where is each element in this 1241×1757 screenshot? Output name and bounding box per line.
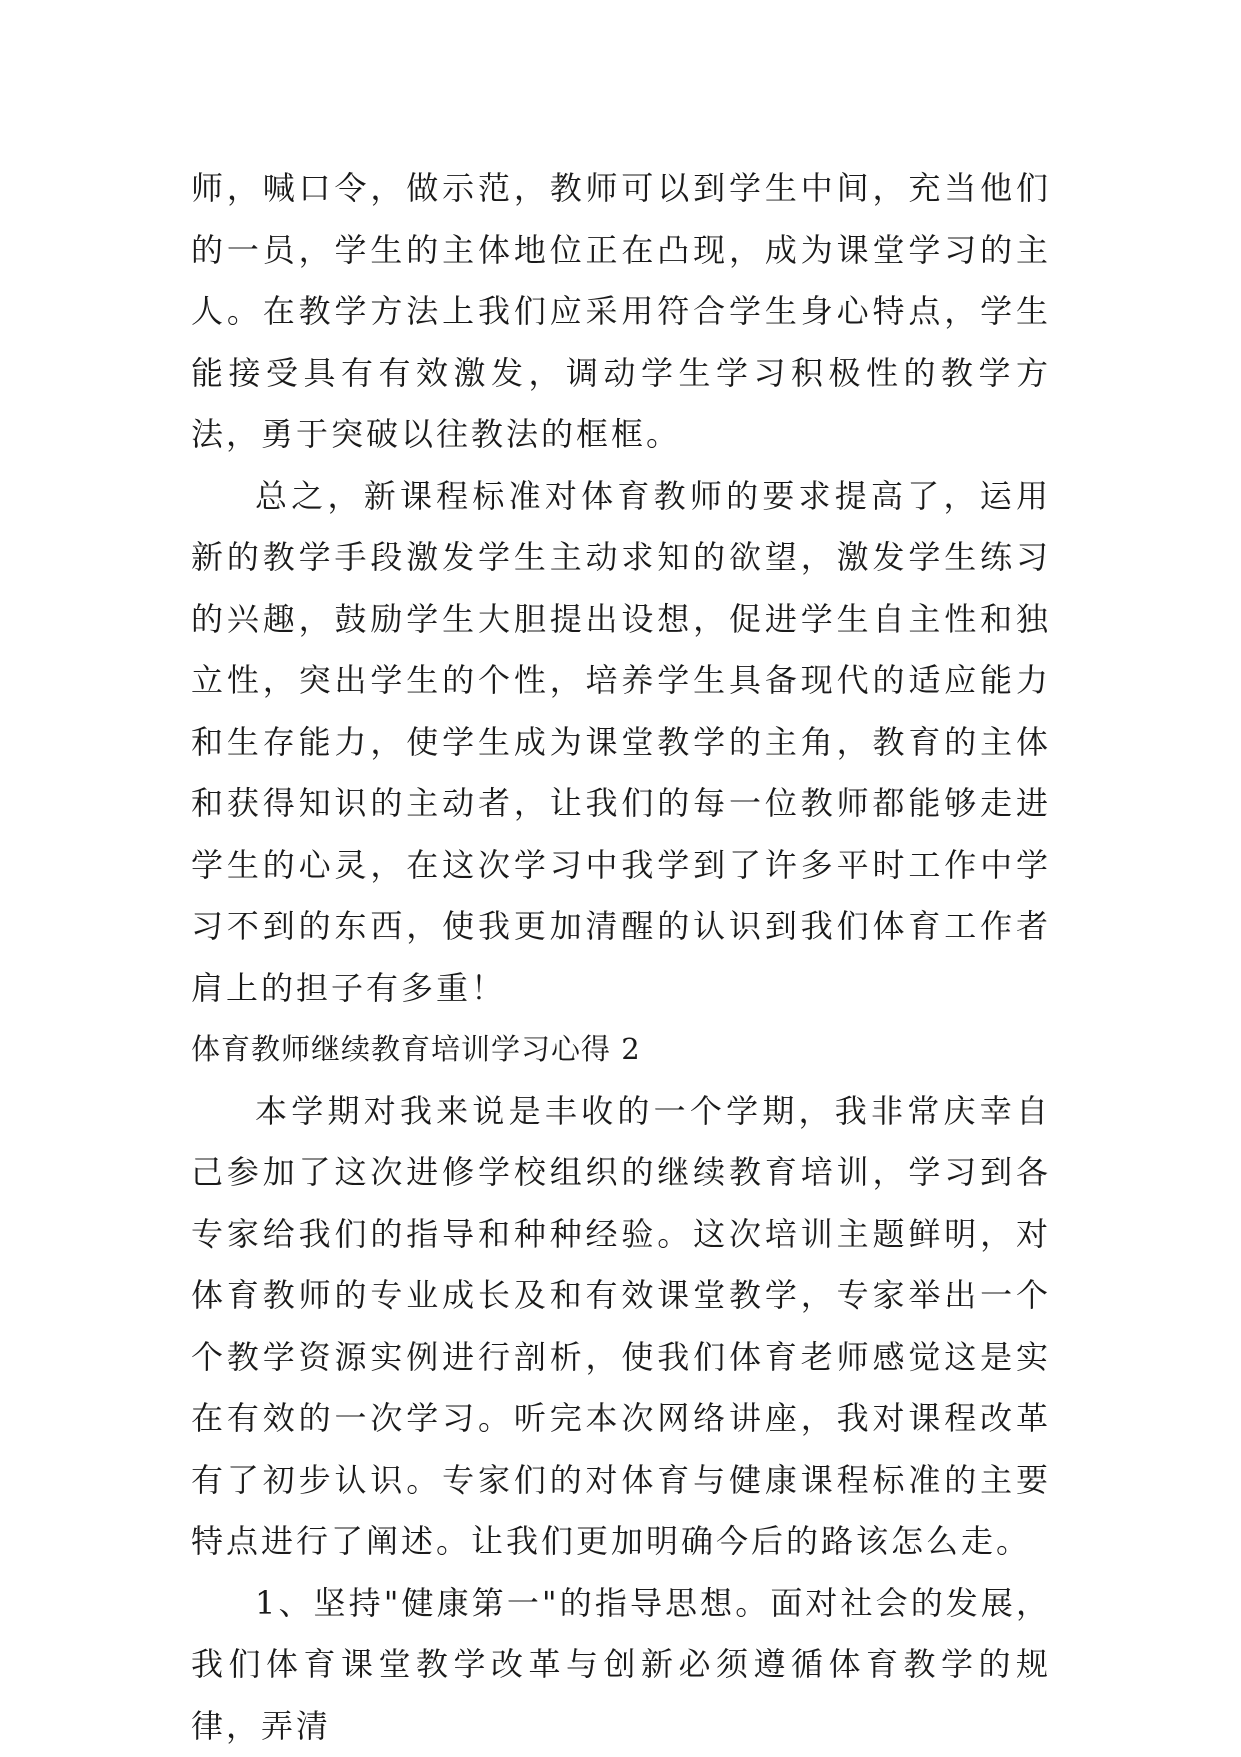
section-heading: 体育教师继续教育培训学习心得 2 (191, 1019, 1051, 1081)
paragraph-4: 1、坚持"健康第一"的指导思想。面对社会的发展，我们体育课堂教学改革与创新必须遵循体育教学的规律，弄清 (191, 1573, 1051, 1757)
document-page (191, 158, 1051, 1757)
paragraph-1: 师，喊口令，做示范，教师可以到学生中间，充当他们的一员，学生的主体地位正在凸现，成为课堂学习的主人。在教学方法上我们应采用符合学生身心特点，学生能接受具有有效激发，调动学生学习积极性的教学方法，勇于突破以往教法的框框。 (191, 158, 1051, 466)
paragraph-3: 本学期对我来说是丰收的一个学期，我非常庆幸自己参加了这次进修学校组织的继续教育培训，学习到各专家给我们的指导和种种经验。这次培训主题鲜明，对体育教师的专业成长及和有效课堂教学，专家举出一个个教学资源实例进行剖析，使我们体育老师感觉这是实在有效的一次学习。听完本次网络讲座，我对课程改革有了初步认识。专家们的对体育与健康课程标准的主要特点进行了阐述。让我们更加明确今后的路该怎么走。 (191, 1081, 1051, 1573)
paragraph-2: 总之，新课程标准对体育教师的要求提高了，运用新的教学手段激发学生主动求知的欲望，激发学生练习的兴趣，鼓励学生大胆提出设想，促进学生自主性和独立性，突出学生的个性，培养学生具备现代的适应能力和生存能力，使学生成为课堂教学的主角，教育的主体和获得知识的主动者，让我们的每一位教师都能够走进学生的心灵，在这次学习中我学到了许多平时工作中学习不到的东西，使我更加清醒的认识到我们体育工作者肩上的担子有多重！ (191, 466, 1051, 1020)
